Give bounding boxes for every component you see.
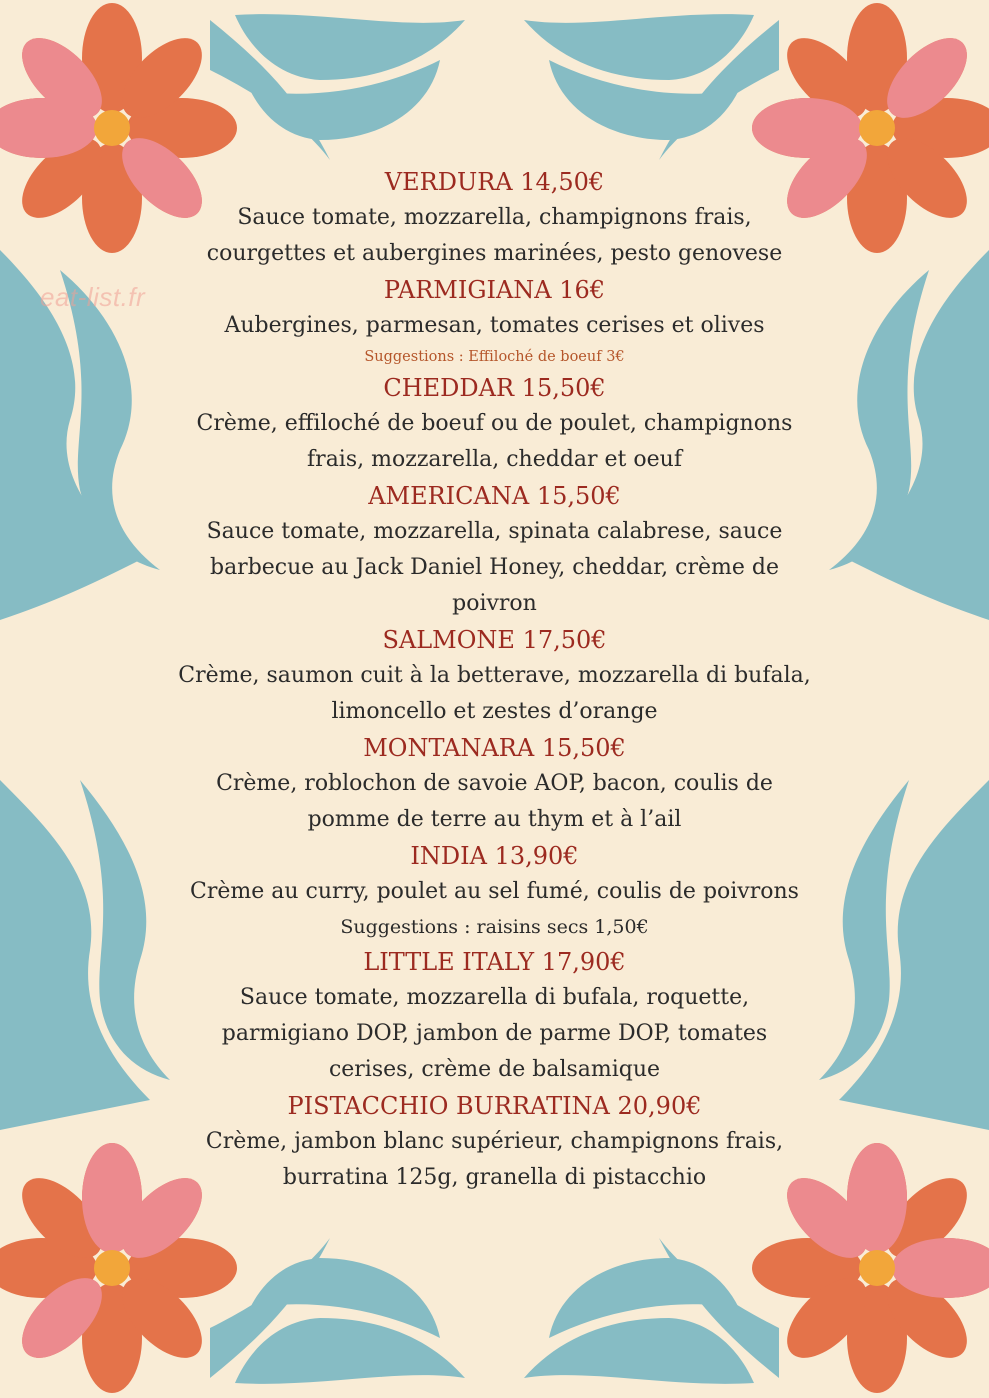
bottom-right-leaf-motif xyxy=(524,1238,779,1384)
pizza-description xyxy=(150,308,839,344)
pizza-name: SALMONE 17,50€ xyxy=(382,626,607,654)
pizza-description xyxy=(150,766,839,838)
menu-item xyxy=(150,164,839,272)
pizza-description xyxy=(150,874,839,910)
menu-item xyxy=(150,622,839,730)
description-line: Aubergines, parmesan, tomates cerises et olives xyxy=(224,313,765,338)
pizza-description xyxy=(150,406,839,478)
pizza-description xyxy=(150,200,839,272)
menu-item xyxy=(150,272,839,370)
description-line: burratina 125g, granella di pistacchio xyxy=(282,1165,707,1190)
description-line: pomme de terre au thym et à l’ail xyxy=(307,807,682,832)
description-line: courgettes et aubergines marinées, pesto genovese xyxy=(206,241,783,266)
menu-item xyxy=(150,944,839,1088)
pizza-name: INDIA 13,90€ xyxy=(410,842,579,870)
pizza-description xyxy=(150,514,839,622)
top-left-leaf-motif xyxy=(210,14,465,160)
description-line: Crème au curry, poulet au sel fumé, coulis de poivrons xyxy=(190,879,799,904)
description-line: Sauce tomate, mozzarella di bufala, roquette, xyxy=(239,985,750,1010)
description-line: cerises, crème de balsamique xyxy=(328,1057,661,1082)
pizza-name: PISTACCHIO BURRATINA 20,90€ xyxy=(287,1092,702,1120)
bottom-left-leaf-motif xyxy=(210,1238,465,1384)
pizza-name: LITTLE ITALY 17,90€ xyxy=(363,948,626,976)
pizza-description xyxy=(150,1124,839,1196)
suggestion-note: Suggestions : raisins secs 1,50€ xyxy=(340,916,649,938)
left-wave-motif xyxy=(0,250,170,1130)
pizza-name: VERDURA 14,50€ xyxy=(384,168,605,196)
description-line: Sauce tomate, mozzarella, spinata calabrese, sauce xyxy=(206,519,783,544)
menu-item xyxy=(150,478,839,622)
menu-item xyxy=(150,1088,839,1196)
pizza-name: AMERICANA 15,50€ xyxy=(368,482,621,510)
pizza-description xyxy=(150,658,839,730)
suggestion-note: Suggestions : Effiloché de boeuf 3€ xyxy=(364,349,625,365)
description-line: parmigiano DOP, jambon de parme DOP, tomates xyxy=(221,1021,768,1046)
pizza-name: PARMIGIANA 16€ xyxy=(383,276,606,304)
description-line: frais, mozzarella, cheddar et oeuf xyxy=(307,447,682,472)
pizza-name: MONTANARA 15,50€ xyxy=(363,734,626,762)
pizza-menu xyxy=(150,164,839,1196)
right-wave-motif xyxy=(819,250,989,1130)
menu-item xyxy=(150,838,839,944)
pizza-name: CHEDDAR 15,50€ xyxy=(383,374,606,402)
description-line: limoncello et zestes d’orange xyxy=(331,699,658,724)
menu-item xyxy=(150,730,839,838)
top-right-leaf-motif xyxy=(524,14,779,160)
description-line: Crème, roblochon de savoie AOP, bacon, coulis de xyxy=(216,771,773,796)
description-line: poivron xyxy=(452,591,537,616)
pizza-description xyxy=(150,980,839,1088)
description-line: barbecue au Jack Daniel Honey, cheddar, crème de xyxy=(209,555,779,580)
description-line: Crème, jambon blanc supérieur, champignons frais, xyxy=(205,1129,784,1154)
description-line: Crème, saumon cuit à la betterave, mozzarella di bufala, xyxy=(178,663,811,688)
description-line: Sauce tomate, mozzarella, champignons frais, xyxy=(237,205,752,230)
description-line: Crème, effiloché de boeuf ou de poulet, champignons xyxy=(196,411,793,436)
menu-item xyxy=(150,370,839,478)
watermark: eat-list.fr xyxy=(40,282,146,312)
